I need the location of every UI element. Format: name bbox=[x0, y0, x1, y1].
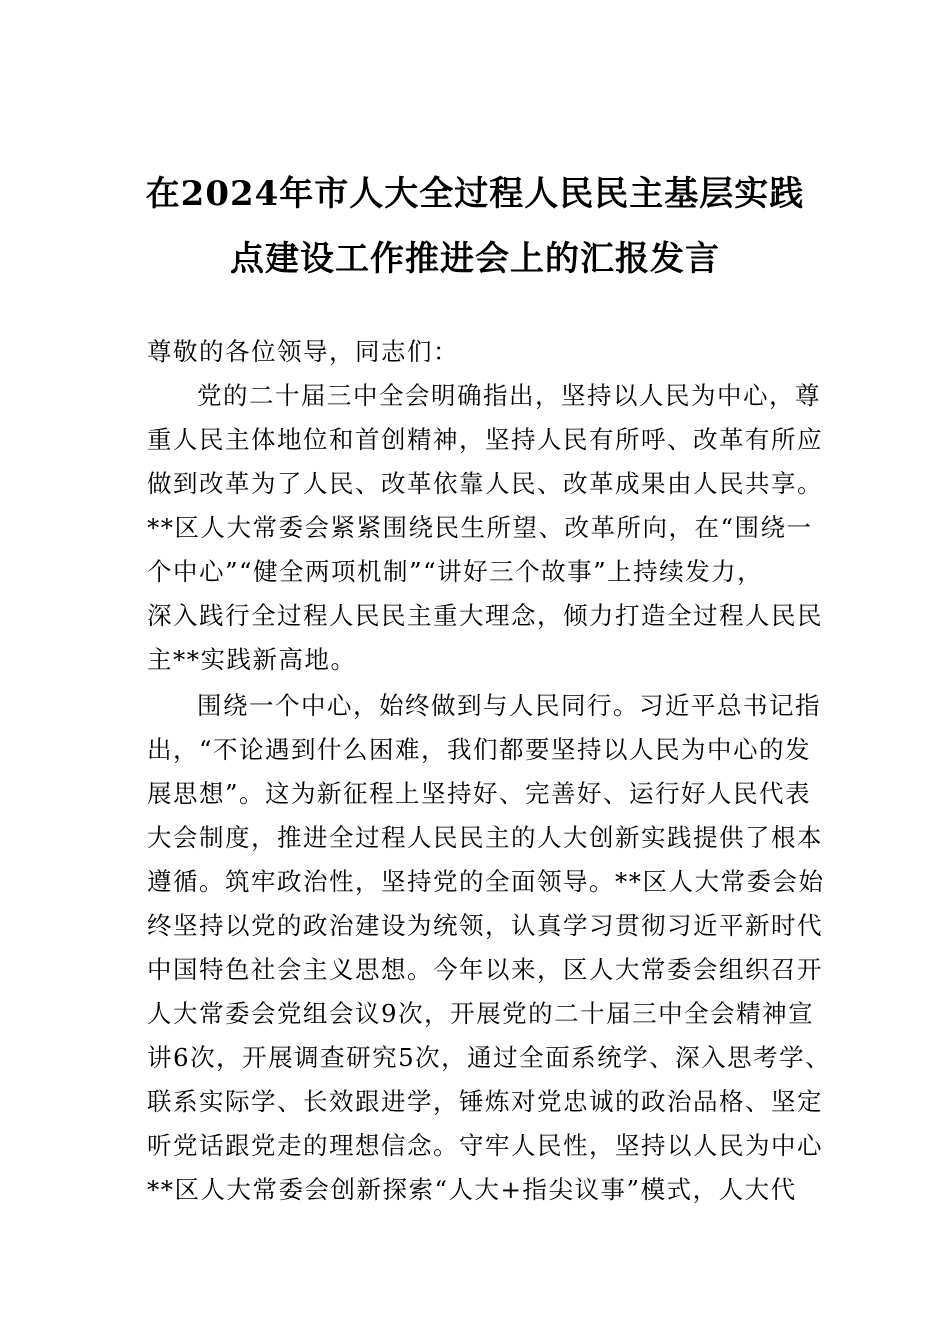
document-title-line-2: 点建设工作推进会上的汇报发言 bbox=[230, 239, 720, 279]
paragraph-line: 联系实际学、长效跟进学，锤炼对党忠诚的政治品格、坚定 bbox=[147, 1087, 823, 1116]
paragraph-line: 人大常委会党组会议9次，开展党的二十届三中全会精神宣 bbox=[147, 999, 815, 1028]
paragraph-line: 遵循。筑牢政治性，坚持党的全面领导。**区人大常委会始 bbox=[147, 867, 825, 896]
paragraph-line: 终坚持以党的政治建设为统领，认真学习贯彻习近平新时代 bbox=[147, 911, 823, 940]
paragraph-line: 党的二十届三中全会明确指出，坚持以人民为中心，尊 bbox=[197, 381, 821, 410]
paragraph-line: 做到改革为了人民、改革依靠人民、改革成果由人民共享。 bbox=[147, 469, 823, 498]
paragraph-line: 展思想”。这为新征程上坚持好、完善好、运行好人民代表 bbox=[147, 779, 812, 808]
paragraph-line: 听党话跟党走的理想信念。守牢人民性，坚持以人民为中心 bbox=[147, 1131, 823, 1160]
paragraph-line: 出，“不论遇到什么困难，我们都要坚持以人民为中心的发 bbox=[147, 735, 812, 764]
paragraph-line: 个中心”“健全两项机制”“讲好三个故事”上持续发力， bbox=[147, 557, 764, 586]
paragraph-line: 主**实践新高地。 bbox=[147, 645, 357, 674]
paragraph-line: 深入践行全过程人民民主重大理念，倾力打造全过程人民民 bbox=[147, 601, 823, 630]
salutation-line: 尊敬的各位领导，同志们： bbox=[147, 337, 459, 366]
paragraph-line: **区人大常委会紧紧围绕民生所望、改革所向，在“围绕一 bbox=[147, 513, 813, 542]
paragraph-line: **区人大常委会创新探索“人大+指尖议事”模式，人大代 bbox=[147, 1175, 797, 1204]
paragraph-line: 讲6次，开展调查研究5次，通过全面系统学、深入思考学、 bbox=[147, 1043, 832, 1072]
paragraph-line: 大会制度，推进全过程人民民主的人大创新实践提供了根本 bbox=[147, 823, 823, 852]
document-title-line-1: 在2024年市人大全过程人民民主基层实践 bbox=[145, 174, 805, 214]
paragraph-line: 中国特色社会主义思想。今年以来，区人大常委会组织召开 bbox=[147, 955, 823, 984]
paragraph-line: 围绕一个中心，始终做到与人民同行。习近平总书记指 bbox=[197, 691, 821, 720]
paragraph-line: 重人民主体地位和首创精神，坚持人民有所呼、改革有所应 bbox=[147, 425, 823, 454]
